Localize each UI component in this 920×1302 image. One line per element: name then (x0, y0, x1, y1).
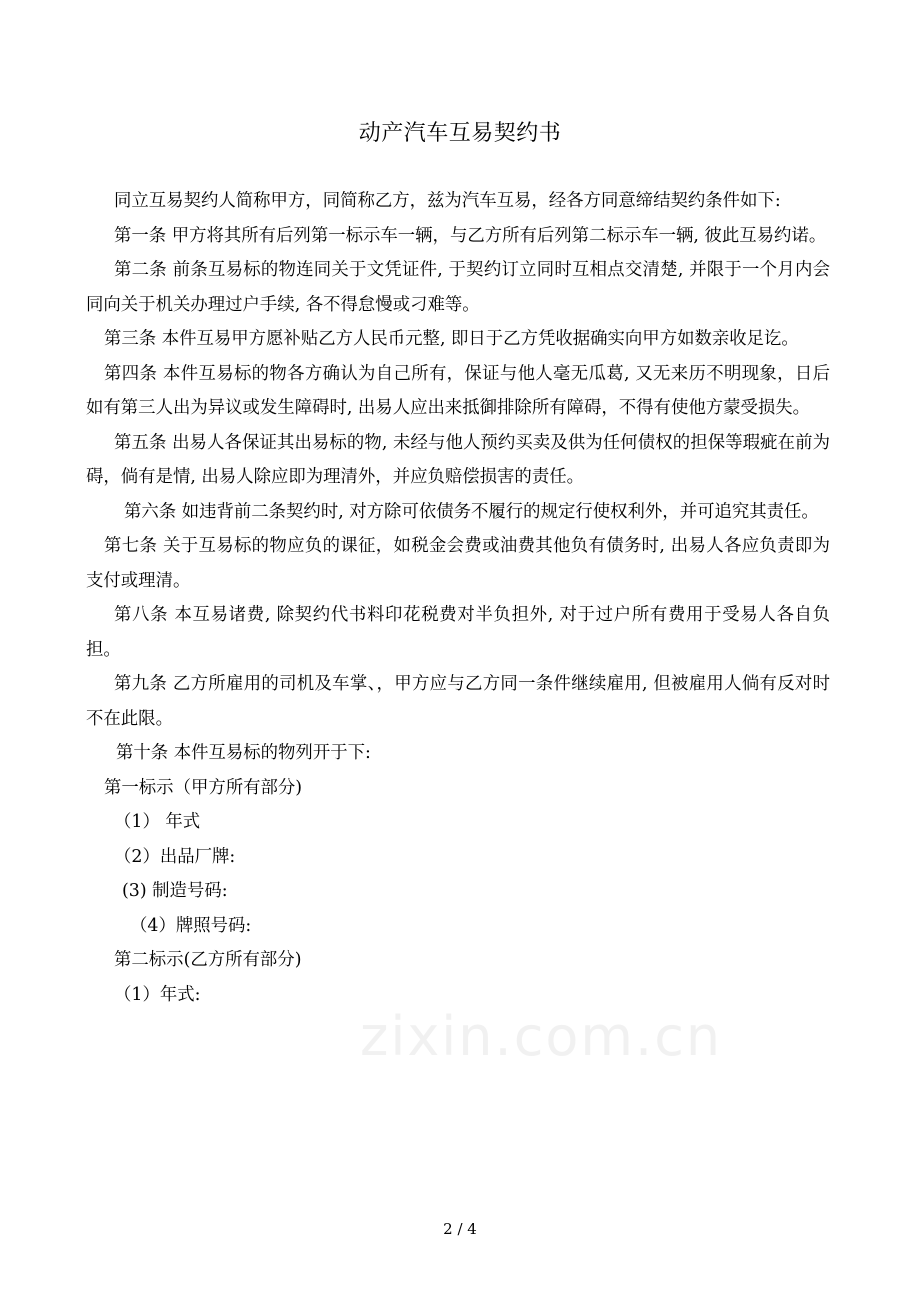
second-mark-heading: 第二标示(乙方所有部分) (114, 950, 302, 970)
document-title: 动产汽车互易契约书 (358, 121, 562, 146)
article-4: 第四条 本件互易标的物各方确认为自己所有，保证与他人毫无瓜葛, 又无来历不明现象，日后如有第三人出为异议或发生障碍时, 出易人应出来抵御排除所有障碍，不得有使他方蒙受损失。 (86, 363, 830, 418)
intro-paragraph: 同立互易契约人简称甲方，同简称乙方，兹为汽车互易，经各方同意缔结契约条件如下: (114, 191, 781, 211)
article-5: 第五条 出易人各保证其出易标的物, 未经与他人预约买卖及供为任何债权的担保等瑕疵在前为碍，倘有是情, 出易人除应即为理清外，并应负赔偿损害的责任。 (86, 432, 830, 487)
first-mark-item: （2）出品厂牌: (114, 846, 236, 867)
article-7: 第七条 关于互易标的物应负的课征，如税金会费或油费其他负有债务时, 出易人各应负责即为支付或理清。 (86, 536, 830, 591)
article-10: 第十条 本件互易标的物列开于下: (116, 743, 371, 763)
first-mark-heading: 第一标示（甲方所有部分) (104, 777, 303, 798)
article-1: 第一条 甲方将其所有后列第一标示车一辆，与乙方所有后列第二标示车一辆, 彼此互易约诺。 (114, 225, 827, 246)
first-mark-item: （4）牌照号码: (130, 915, 252, 936)
second-mark-item: （1）年式: (114, 984, 201, 1005)
article-9: 第九条 乙方所雇用的司机及车掌、，甲方应与乙方同一条件继续雇用, 但被雇用人倘有反对时不在此限。 (86, 674, 830, 729)
watermark: zixin.com.cn (360, 1005, 723, 1068)
article-3: 第三条 本件互易甲方愿补贴乙方人民币元整, 即日于乙方凭收据确实向甲方如数亲收足讫。 (104, 329, 799, 349)
page-number: 2 / 4 (443, 1220, 477, 1238)
article-8: 第八条 本互易诸费, 除契约代书料印花税费对半负担外, 对于过户所有费用于受易人各自负担。 (86, 605, 830, 660)
first-mark-item: （1） 年式 (114, 812, 201, 832)
first-mark-item: (3) 制造号码: (122, 881, 228, 901)
article-6: 第六条 如违背前二条契约时, 对方除可依债务不履行的规定行使权利外，并可追究其责任。 (124, 501, 819, 522)
article-2: 第二条 前条互易标的物连同关于文凭证件, 于契约订立同时互相点交清楚, 并限于一个月内会同向关于机关办理过户手续, 各不得怠慢或刁难等。 (86, 260, 830, 315)
document-body (86, 184, 830, 1012)
